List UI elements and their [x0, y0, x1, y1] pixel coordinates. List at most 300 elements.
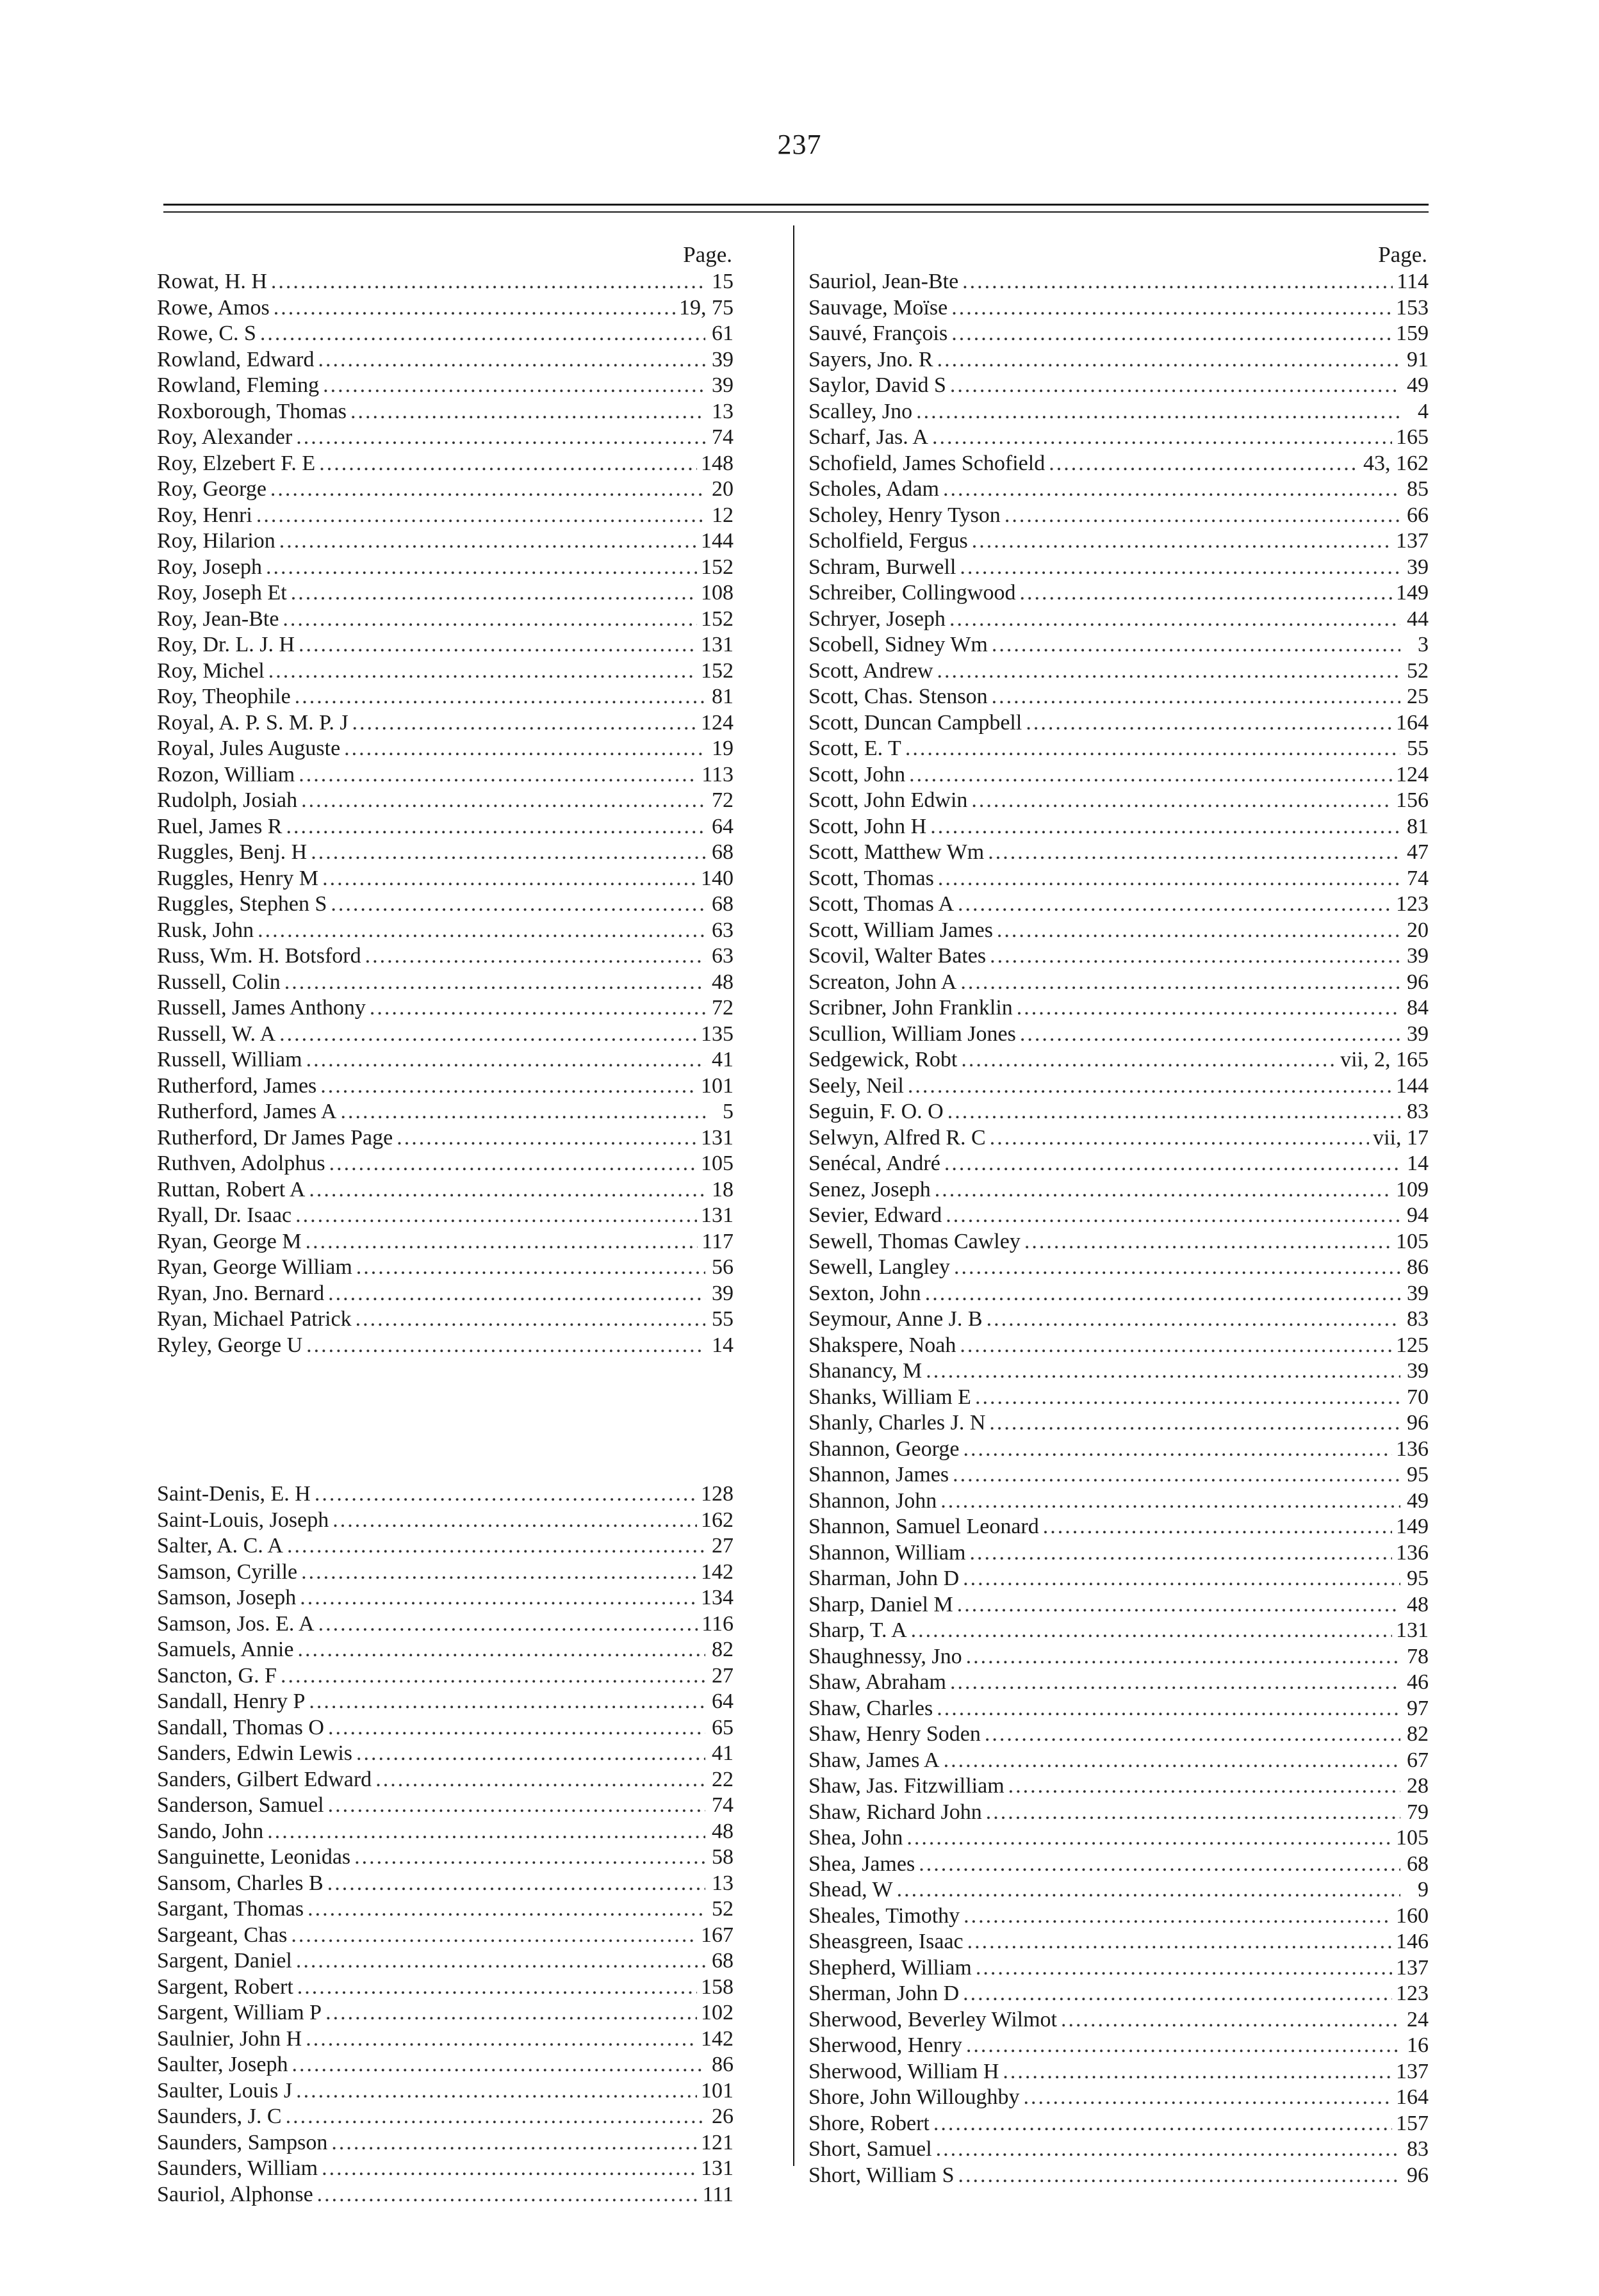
dot-leader [972, 528, 1392, 555]
entry-name: Sauvage, Moïse [808, 295, 948, 320]
entry-name: Roy, Elzebert F. E [157, 451, 316, 475]
dot-leader [352, 710, 697, 737]
entry-page: 61 [712, 322, 734, 345]
index-entry [808, 1229, 1429, 1255]
entry-name: Roy, Jean-Bte [157, 607, 279, 631]
entry-page: 84 [1407, 996, 1429, 1020]
dot-leader [940, 1488, 1400, 1515]
index-entry [157, 2104, 734, 2130]
entry-page: 123 [1396, 1982, 1429, 2005]
header-rule-bottom [163, 211, 1429, 213]
dot-leader [962, 269, 1393, 295]
entry-page: 39 [1407, 1281, 1429, 1305]
index-entry [808, 1903, 1429, 1930]
entry-name: Sargeant, Chas [157, 1923, 288, 1947]
entry-name: Rutherford, James A [157, 1100, 337, 1123]
entry-name: Roy, Joseph Et [157, 581, 287, 605]
dot-leader [332, 1508, 697, 1534]
index-entry [157, 1974, 734, 2001]
entry-page: 156 [1396, 788, 1429, 812]
entry-name: Sheasgreen, Isaac [808, 1930, 964, 1953]
dot-leader [320, 1073, 697, 1100]
header-rule-top [163, 204, 1429, 206]
entry-page: 165 [1396, 425, 1429, 449]
index-entry [808, 1022, 1429, 1048]
entry-name: Russell, W. A [157, 1022, 276, 1046]
dot-leader [315, 1481, 697, 1508]
dot-leader [1004, 503, 1400, 529]
index-entry [808, 1618, 1429, 1644]
entry-name: Rowland, Fleming [157, 373, 320, 397]
entry-name: Rowat, H. H [157, 270, 267, 293]
entry-page: 28 [1407, 1774, 1429, 1798]
entry-name: Rutherford, Dr James Page [157, 1125, 393, 1150]
index-entry [157, 1611, 734, 1638]
entry-name: Ruttan, Robert A [157, 1177, 306, 1201]
entry-page: 149 [1396, 581, 1429, 605]
entry-name: Sandall, Henry P [157, 1689, 306, 1713]
entry-page: 79 [1407, 1800, 1429, 1824]
index-entry [157, 658, 734, 685]
entry-name: Sherwood, Beverley Wilmot [808, 2007, 1057, 2031]
entry-name: Rusk, John [157, 918, 254, 942]
entry-page: 13 [712, 1871, 734, 1895]
entry-name: Sharp, Daniel M [808, 1592, 953, 1616]
entry-page: 101 [701, 1073, 734, 1098]
entry-name: Sanderson, Samuel [157, 1793, 324, 1817]
dot-leader [287, 1533, 705, 1559]
entry-page: 137 [1396, 529, 1429, 553]
entry-name: Saylor, David S [808, 373, 946, 397]
index-entry [157, 1177, 734, 1203]
entry-page: 74 [712, 1793, 734, 1817]
index-entry [157, 1585, 734, 1611]
index-entry [808, 1125, 1429, 1152]
entry-page: 39 [1407, 555, 1429, 579]
entry-name: Short, William S [808, 2163, 955, 2187]
index-entry [157, 399, 734, 425]
entry-name: Ryall, Dr. Isaac [157, 1203, 292, 1227]
dot-leader [944, 1748, 1400, 1774]
entry-name: Scobell, Sidney Wm [808, 633, 988, 656]
dot-leader [936, 2137, 1400, 2163]
entry-page: 3 [1418, 633, 1429, 656]
entry-name: Shepherd, William [808, 1955, 972, 1980]
entry-page: 19 [712, 737, 734, 760]
index-entry [808, 1540, 1429, 1567]
index-entry [157, 1229, 734, 1255]
entry-page: 152 [701, 607, 734, 631]
dot-leader [990, 943, 1400, 970]
entry-page: 96 [1407, 1411, 1429, 1435]
entry-name: Scholes, Adam [808, 477, 939, 501]
entry-name: Roy, Hilarion [157, 529, 275, 553]
entry-page: 164 [1396, 710, 1429, 735]
entry-page: 68 [712, 892, 734, 916]
index-entry [157, 1689, 734, 1715]
index-entry [157, 295, 734, 322]
dot-leader [291, 1923, 697, 1949]
index-entry [157, 1151, 734, 1177]
index-entry [157, 710, 734, 737]
dot-leader [963, 1981, 1392, 2007]
index-entry [157, 1871, 734, 1897]
index-entry [157, 1767, 734, 1793]
dot-leader [308, 1896, 705, 1923]
dot-leader [260, 321, 705, 347]
entry-page: 63 [712, 918, 734, 942]
entry-page: 63 [712, 944, 734, 968]
entry-name: Russell, James Anthony [157, 996, 366, 1020]
dot-leader [375, 1767, 705, 1793]
entry-page: 66 [1407, 503, 1429, 527]
entry-page: 114 [1397, 270, 1429, 293]
entry-name: Shaw, Richard John [808, 1800, 982, 1824]
entry-name: Shanly, Charles J. N [808, 1411, 986, 1435]
entry-name: Sevier, Edward [808, 1203, 942, 1227]
entry-page: 70 [1407, 1385, 1429, 1409]
index-entry [808, 607, 1429, 633]
dot-leader [966, 1644, 1400, 1670]
dot-leader [299, 632, 697, 658]
index-entry [808, 503, 1429, 529]
index-entry [157, 840, 734, 866]
entry-page: 136 [1396, 1540, 1429, 1565]
dot-leader [960, 555, 1400, 581]
entry-name: Shore, John Willoughby [808, 2085, 1020, 2109]
entry-page: 162 [701, 1508, 734, 1532]
index-entry [157, 373, 734, 399]
entry-page: 105 [1396, 1229, 1429, 1253]
entry-name: Sauvé, François [808, 322, 948, 345]
dot-leader [344, 736, 705, 762]
entry-page: 41 [712, 1741, 734, 1765]
entry-page: 83 [1407, 1307, 1429, 1331]
entry-page: 137 [1396, 2059, 1429, 2083]
index-entry [157, 970, 734, 996]
entry-page: 97 [1407, 1696, 1429, 1720]
entry-name: Shaw, Henry Soden [808, 1722, 981, 1746]
entry-page: 39 [1407, 1022, 1429, 1046]
index-entry [808, 1748, 1429, 1774]
dot-leader [909, 762, 1392, 788]
index-entry [808, 321, 1429, 347]
entry-name: Salter, A. C. A [157, 1534, 283, 1558]
entry-name: Ruthven, Adolphus [157, 1152, 325, 1175]
dot-leader [897, 1877, 1400, 1903]
entry-name: Rowe, C. S [157, 322, 256, 345]
entry-page: 108 [701, 581, 734, 605]
index-entry [157, 1307, 734, 1333]
entry-name: Scholfield, Fergus [808, 529, 968, 553]
index-entry [157, 788, 734, 814]
dot-leader [279, 528, 697, 555]
entry-page: 95 [1407, 1463, 1429, 1486]
index-entry [808, 451, 1429, 477]
entry-name: Sanguinette, Leonidas [157, 1845, 351, 1869]
index-entry [157, 2026, 734, 2053]
index-entry [808, 2163, 1429, 2189]
entry-name: Roy, Michel [157, 658, 265, 683]
index-entry [157, 918, 734, 944]
dot-leader [317, 2182, 699, 2208]
entry-name: Schram, Burwell [808, 555, 956, 579]
dot-leader [961, 1047, 1336, 1073]
entry-page: 27 [712, 1534, 734, 1558]
entry-name: Shea, James [808, 1852, 915, 1876]
entry-name: Scalley, Jno [808, 399, 913, 423]
dot-leader [963, 1437, 1392, 1463]
entry-name: Samson, Jos. E. A [157, 1611, 315, 1636]
dot-leader [356, 1255, 705, 1281]
page-column-header: Page. [683, 242, 732, 267]
entry-page: 117 [701, 1229, 734, 1253]
entry-name: Sando, John [157, 1819, 264, 1843]
entry-page: 134 [701, 1586, 734, 1609]
index-entry [808, 1255, 1429, 1281]
index-entry [157, 1047, 734, 1073]
entry-page: 67 [1407, 1748, 1429, 1772]
index-entry [157, 1844, 734, 1871]
entry-page: 55 [712, 1307, 734, 1331]
dot-leader [954, 1255, 1400, 1281]
entry-page: 65 [712, 1715, 734, 1739]
entry-page: 160 [1396, 1903, 1429, 1928]
entry-name: Ryan, Michael Patrick [157, 1307, 352, 1331]
entry-page: 52 [1407, 658, 1429, 683]
index-entry [157, 866, 734, 892]
entry-page: 48 [712, 1819, 734, 1843]
entry-name: Saunders, Sampson [157, 2130, 328, 2154]
dot-leader [286, 814, 705, 840]
dot-leader [354, 1844, 705, 1871]
index-entry [157, 1022, 734, 1048]
entry-name: Royal, Jules Auguste [157, 737, 341, 760]
dot-leader [1020, 1022, 1400, 1048]
entry-name: Scott, E. T [808, 737, 901, 760]
entry-name: Sherman, John D [808, 1982, 960, 2005]
entry-name: Seguin, F. O. O [808, 1100, 944, 1123]
entry-page: 142 [701, 2026, 734, 2051]
entry-page: 105 [1396, 1826, 1429, 1850]
entry-page: 152 [701, 555, 734, 579]
dot-leader [1026, 710, 1392, 737]
entry-page: 48 [712, 970, 734, 994]
dot-leader [297, 1974, 697, 2001]
entry-page: 153 [1396, 295, 1429, 320]
entry-page: 116 [701, 1611, 734, 1636]
entry-page: 39 [712, 373, 734, 397]
entry-page: 14 [712, 1333, 734, 1357]
dot-leader [937, 658, 1400, 685]
dot-leader [356, 1307, 705, 1333]
dot-leader [279, 1022, 697, 1048]
entry-page: 19, 75 [679, 295, 734, 320]
entry-name: Scott, Thomas A [808, 892, 954, 916]
dot-leader [299, 762, 698, 788]
dot-leader [306, 2026, 697, 2053]
entry-name: Shaw, Jas. Fitzwilliam [808, 1774, 1004, 1798]
entry-page: 144 [1396, 1073, 1429, 1098]
index-entry [808, 1410, 1429, 1437]
dot-leader [328, 1715, 705, 1741]
entry-name: Roy, George [157, 477, 266, 501]
index-entry [157, 425, 734, 451]
dot-leader [925, 1281, 1400, 1307]
dot-leader [268, 658, 697, 685]
index-entry [808, 1670, 1429, 1696]
entry-name: Shannon, James [808, 1463, 949, 1486]
entry-page: 96 [1407, 970, 1429, 994]
entry-page: 56 [712, 1255, 734, 1279]
entry-page: 47 [1407, 840, 1429, 864]
index-entry [157, 1948, 734, 1974]
entry-name: Sedgewick, Robt [808, 1048, 958, 1071]
dot-leader [319, 451, 697, 477]
index-list-s-right [808, 269, 1429, 2188]
entry-name: Scott, Matthew Wm [808, 840, 985, 864]
entry-page: 5 [723, 1100, 734, 1123]
index-entry [808, 1566, 1429, 1592]
index-entry [808, 840, 1429, 866]
index-list-r [157, 269, 734, 1358]
index-entry [808, 814, 1429, 840]
dot-leader [329, 1151, 697, 1177]
dot-leader [291, 580, 697, 607]
index-entry [808, 2111, 1429, 2137]
entry-name: Scott, Andrew [808, 658, 933, 683]
entry-page: 135 [701, 1022, 734, 1046]
index-entry [157, 269, 734, 295]
entry-name: Ryan, Jno. Bernard [157, 1281, 325, 1305]
dot-leader [960, 970, 1400, 996]
index-entry [157, 2000, 734, 2026]
entry-page: 74 [712, 425, 734, 449]
dot-leader [301, 788, 705, 814]
index-entry [808, 1358, 1429, 1385]
index-entry [808, 476, 1429, 503]
dot-leader [916, 399, 1400, 425]
dot-leader [933, 2111, 1392, 2137]
dot-leader [274, 295, 675, 322]
entry-page: 20 [1407, 918, 1429, 942]
entry-name: Scott, Duncan Campbell [808, 710, 1022, 735]
entry-name: Scharf, Jas. A [808, 425, 928, 449]
index-entry [808, 1644, 1429, 1670]
index-entry [157, 580, 734, 607]
entry-name: Shaughnessy, Jno [808, 1644, 962, 1668]
entry-name: Saint-Louis, Joseph [157, 1508, 329, 1532]
entry-page: 72 [712, 996, 734, 1020]
entry-page: 26 [712, 2105, 734, 2128]
right-column [808, 240, 1429, 2188]
entry-page: 86 [712, 2053, 734, 2076]
entry-name: Ruggles, Stephen S [157, 892, 327, 916]
entry-page: 55 [1407, 737, 1429, 760]
dot-leader [1003, 2059, 1392, 2085]
entry-name: Royal, A. P. S. M. P. J [157, 710, 348, 735]
entry-name: Sherwood, William H [808, 2059, 999, 2083]
entry-name: Sewell, Thomas Cawley [808, 1229, 1021, 1253]
entry-page: 72 [712, 788, 734, 812]
entry-page: 68 [1407, 1852, 1429, 1876]
dot-leader [1019, 580, 1392, 607]
entry-name: Rudolph, Josiah [157, 788, 298, 812]
dot-leader [300, 1585, 697, 1611]
index-list-s-left [157, 1481, 734, 2208]
index-entry [157, 2078, 734, 2105]
index-entry [157, 1508, 734, 1534]
index-entry [808, 269, 1429, 295]
index-entry [808, 736, 1429, 762]
dot-leader [951, 321, 1392, 347]
dot-leader [331, 2130, 697, 2156]
dot-leader [971, 788, 1392, 814]
entry-name: Schofield, James Schofield [808, 451, 1046, 475]
index-entry [808, 762, 1429, 788]
index-entry [808, 1281, 1429, 1307]
entry-page: 12 [712, 503, 734, 527]
dot-leader [397, 1125, 697, 1152]
index-entry [808, 295, 1429, 322]
index-entry [808, 2137, 1429, 2163]
dot-leader [947, 1099, 1400, 1125]
entry-page: 74 [1407, 866, 1429, 890]
entry-page: 68 [712, 840, 734, 864]
index-entry [157, 995, 734, 1022]
entry-name: Sargant, Thomas [157, 1897, 304, 1921]
dot-leader [283, 607, 697, 633]
entry-page: 48 [1407, 1592, 1429, 1616]
dot-leader [969, 1540, 1392, 1567]
dot-leader [1061, 2007, 1400, 2033]
index-entry [157, 1255, 734, 1281]
dot-leader [964, 1903, 1392, 1930]
dot-leader [937, 1696, 1400, 1722]
entry-name: Ryan, George M [157, 1229, 302, 1253]
entry-name: Shaw, James A [808, 1748, 940, 1772]
dot-leader [306, 1229, 698, 1255]
index-entry [808, 1333, 1429, 1359]
entry-page: 102 [701, 2001, 734, 2024]
entry-name: Shakspere, Noah [808, 1333, 956, 1357]
entry-name: Saulter, Louis J [157, 2078, 293, 2103]
entry-name: Scott, Thomas [808, 866, 934, 890]
dot-leader [953, 1462, 1400, 1488]
dot-leader [297, 1637, 705, 1663]
entry-name: Sanders, Edwin Lewis [157, 1741, 353, 1765]
index-entry [157, 1125, 734, 1152]
dot-leader [365, 943, 705, 970]
dot-leader [356, 1741, 705, 1767]
entry-page: 13 [712, 399, 734, 423]
entry-page: 49 [1407, 373, 1429, 397]
index-entry [157, 1637, 734, 1663]
index-entry [157, 632, 734, 658]
index-entry [157, 762, 734, 788]
entry-name: Scott, John [808, 762, 906, 786]
page-number: 237 [777, 129, 822, 160]
entry-page: 125 [1396, 1333, 1429, 1357]
index-entry [808, 2059, 1429, 2085]
entry-page: 109 [1396, 1177, 1429, 1201]
index-entry [808, 970, 1429, 996]
entry-name: Ruel, James R [157, 814, 283, 838]
index-entry [157, 1741, 734, 1767]
dot-leader [301, 1559, 697, 1586]
entry-name: Russ, Wm. H. Botsford [157, 944, 361, 968]
index-entry [157, 1896, 734, 1923]
